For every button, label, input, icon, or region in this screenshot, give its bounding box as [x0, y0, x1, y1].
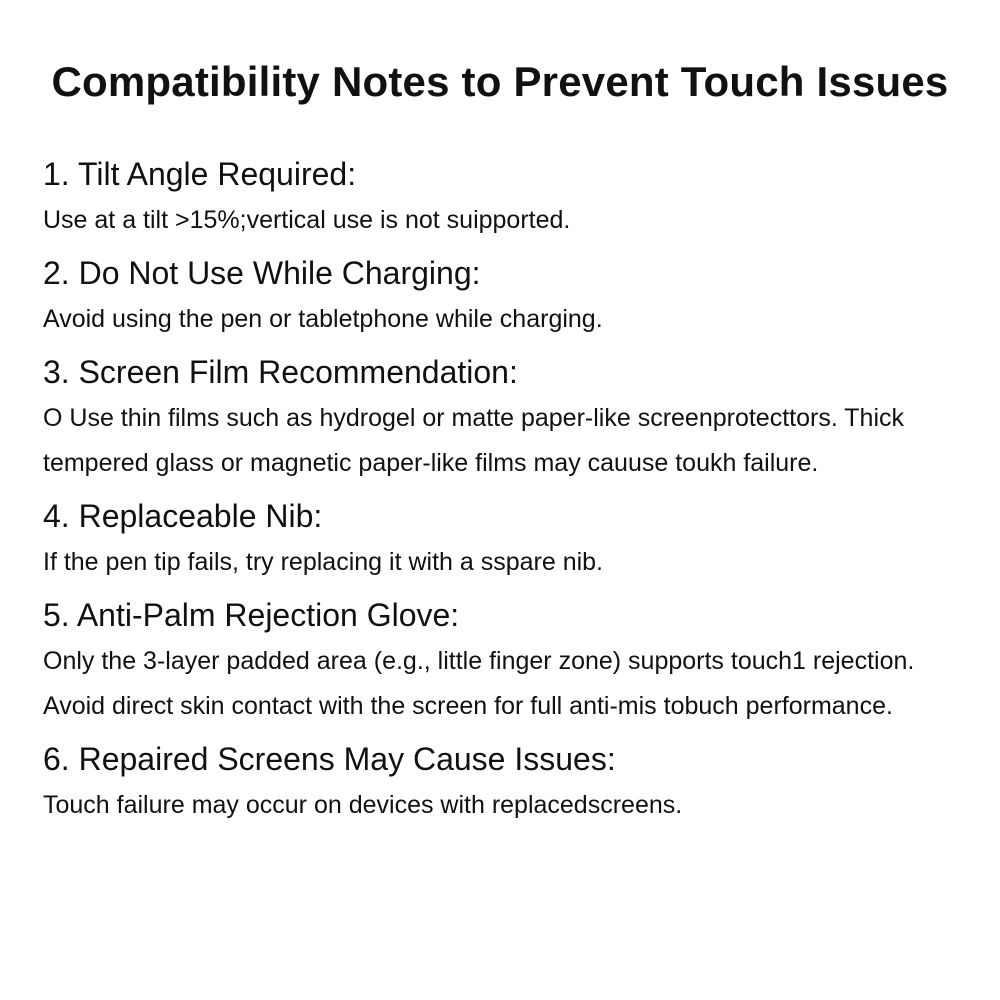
note-body: [43, 198, 973, 243]
note-heading: 6. Repaired Screens May Cause Issues:: [43, 741, 616, 777]
note-body: [43, 639, 973, 729]
note-heading: 4. Replaceable Nib:: [43, 498, 323, 534]
note-item: [43, 348, 973, 486]
notes-list: [43, 150, 973, 834]
note-body: [43, 297, 973, 342]
note-text: Avoid using the pen or tabletphone while charging.: [43, 305, 603, 333]
note-text: Touch failure may occur on devices with replacedscreens.: [43, 791, 683, 819]
note-heading: 1. Tilt Angle Required:: [43, 156, 357, 192]
note-text: Use at a tilt >15%;vertical use is not suipported.: [43, 206, 571, 234]
note-text: O Use thin films such as hydrogel or matte paper-like screenprotecttors. Thick tempered glass or magnetic paper-like films may cauuse toukh failure.: [43, 404, 904, 477]
note-body: [43, 540, 973, 585]
note-item: [43, 150, 973, 243]
page-title: Compatibility Notes to Prevent Touch Issues: [51, 58, 949, 105]
note-heading: 3. Screen Film Recommendation:: [43, 354, 518, 390]
note-item: [43, 492, 973, 585]
note-item: [43, 591, 973, 729]
note-body: [43, 783, 973, 828]
note-item: [43, 249, 973, 342]
note-text: If the pen tip fails, try replacing it with a sspare nib.: [43, 548, 603, 576]
note-heading: 5. Anti-Palm Rejection Glove:: [43, 597, 460, 633]
note-heading: 2. Do Not Use While Charging:: [43, 255, 481, 291]
note-item: [43, 735, 973, 828]
note-body: [43, 396, 973, 486]
note-text: Only the 3-layer padded area (e.g., little finger zone) supports touch1 rejection. Avoid direct skin contact with the screen for full anti-mis tobuch performance.: [43, 647, 915, 720]
